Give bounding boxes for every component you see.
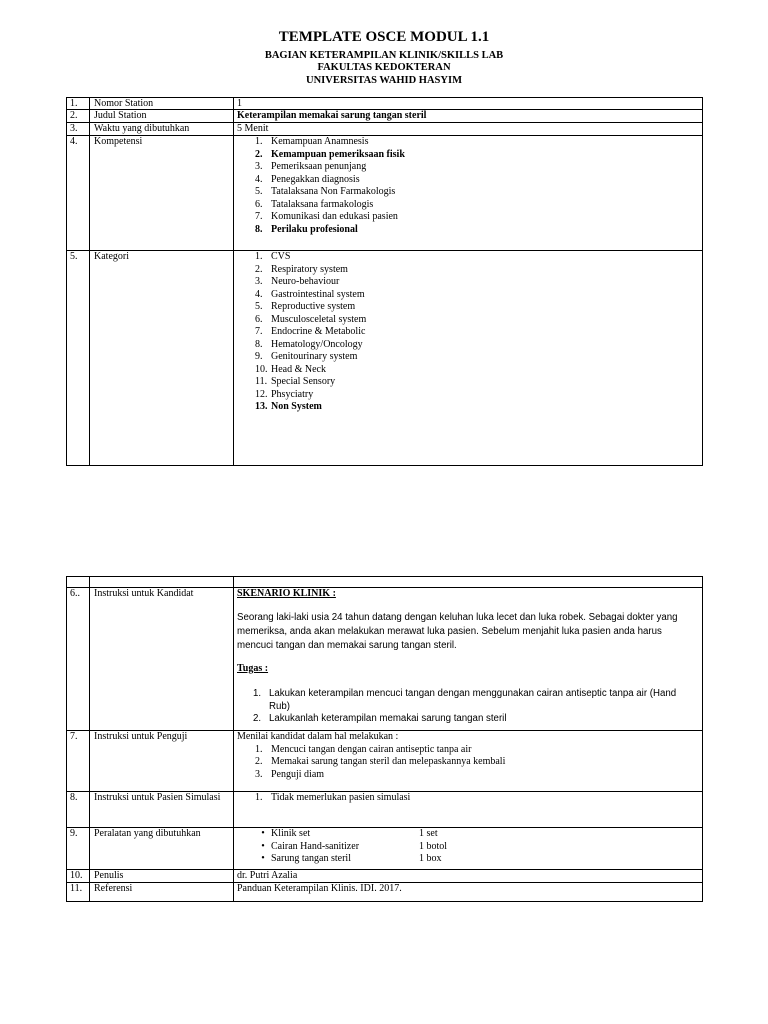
table-row-category	[66, 251, 703, 466]
list-item: • Sarung tangan steril 1 box	[255, 853, 699, 866]
row-number: 2.	[67, 110, 90, 122]
tasks-list	[237, 688, 699, 726]
table-row-station-number	[66, 97, 703, 110]
table-row-author	[66, 870, 703, 883]
scenario-text: Seorang laki-laki usia 24 tahun datang dengan keluhan luka lecet dan luka robek. Sebagai dokter yang memeriksa, anda akan melakukan merawat luka pasien. Sebelum menjahit luka pasien anda harus mencuci tangan dan memakai sarung tangan steril.	[237, 611, 678, 651]
bullet-icon: •	[261, 828, 265, 839]
list-item: 6. Tatalaksana farmakologis	[255, 198, 374, 210]
instructions-table	[66, 576, 703, 902]
header-faculty: FAKULTAS KEDOKTERAN	[317, 62, 451, 73]
row-label: Instruksi untuk Kandidat	[90, 588, 234, 730]
row-label: Kategori	[90, 251, 234, 465]
list-item: 13. Non System	[255, 401, 322, 412]
list-item: 11. Special Sensory	[255, 376, 336, 387]
document-title: TEMPLATE OSCE MODUL 1.1	[278, 29, 490, 45]
row-label: Nomor Station	[90, 98, 234, 109]
table-row-reference	[66, 883, 703, 902]
list-item: 3. Neuro-behaviour	[255, 276, 340, 287]
list-item: 10. Head & Neck	[255, 363, 326, 375]
row-number: 5.	[67, 251, 90, 465]
table-row-candidate-instructions	[66, 588, 703, 731]
row-number: 1.	[67, 98, 90, 109]
row-number: 6..	[67, 588, 90, 730]
table-row-competence	[66, 136, 703, 251]
list-item: 6. Musculosceletal system	[255, 313, 367, 325]
row-number: 7.	[67, 731, 90, 791]
list-item: 1. Tidak memerlukan pasien simulasi	[255, 792, 411, 803]
list-item: 1. CVS	[255, 251, 291, 262]
list-item: 2. Lakukanlah keterampilan memakai sarung tangan steril	[253, 713, 507, 724]
row-number: 11.	[67, 883, 90, 901]
list-item: 8. Hematology/Oncology	[255, 338, 363, 350]
bullet-icon: •	[261, 840, 265, 852]
equipment-list	[237, 828, 699, 866]
row-label: Instruksi untuk Penguji	[90, 731, 234, 791]
list-item: 2. Kemampuan pemeriksaan fisik	[255, 148, 405, 160]
row-label: Kompetensi	[90, 136, 234, 250]
list-item: 5. Tatalaksana Non Farmakologis	[255, 186, 396, 197]
list-item: 2. Memakai sarung tangan steril dan melepaskannya kembali	[255, 756, 506, 767]
row-number: 9.	[67, 828, 90, 869]
row-label: Instruksi untuk Pasien Simulasi	[90, 792, 234, 827]
header-department: BAGIAN KETERAMPILAN KLINIK/SKILLS LAB	[264, 50, 504, 61]
list-item: 1. Kemampuan Anamnesis	[255, 136, 369, 147]
row-number: 3.	[67, 123, 90, 135]
table-row-patient-instructions	[66, 792, 703, 828]
table-row-equipment	[66, 828, 703, 870]
list-item: 5. Reproductive system	[255, 301, 356, 312]
row-label: Peralatan yang dibutuhkan	[90, 828, 234, 869]
header-university: UNIVERSITAS WAHID HASYIM	[306, 75, 462, 86]
station-number-value: 1	[237, 98, 242, 109]
list-item: 3. Penguji diam	[255, 768, 325, 780]
bullet-icon: •	[261, 853, 265, 864]
reference-value: Panduan Keterampilan Klinis. IDI. 2017.	[237, 883, 402, 894]
examiner-intro: Menilai kandidat dalam hal melakukan :	[237, 731, 399, 742]
tasks-heading: Tugas :	[237, 662, 269, 674]
examiner-list	[237, 744, 699, 782]
table-row-time	[66, 123, 703, 136]
time-value: 5 Menit	[237, 123, 269, 134]
category-list	[237, 251, 699, 414]
list-item: 1. Lakukan keterampilan mencuci tangan dengan menggunakan cairan antiseptic tanpa air (Hand Rub)	[253, 688, 677, 712]
competence-list	[237, 136, 699, 236]
list-item: • Klinik set 1 set	[255, 828, 699, 841]
row-number: 4.	[67, 136, 90, 250]
station-info-table	[66, 97, 703, 466]
list-item: 9. Genitourinary system	[255, 351, 358, 362]
row-label: Referensi	[90, 883, 234, 901]
list-item: 4. Gastrointestinal system	[255, 288, 365, 300]
table-row-examiner-instructions	[66, 731, 703, 792]
table-row-station-title	[66, 110, 703, 123]
table-row-blank	[66, 576, 703, 588]
list-item: 7. Komunikasi dan edukasi pasien	[255, 211, 398, 222]
list-item: • Cairan Hand-sanitizer 1 botol	[255, 841, 699, 854]
row-number: 8.	[67, 792, 90, 827]
patient-list	[237, 792, 699, 805]
list-item: 12. Phsyciatry	[255, 388, 314, 400]
list-item: 7. Endocrine & Metabolic	[255, 326, 366, 337]
row-label: Penulis	[90, 870, 234, 882]
row-number: 10.	[67, 870, 90, 882]
row-label: Judul Station	[90, 110, 234, 122]
scenario-heading: SKENARIO KLINIK :	[237, 588, 336, 599]
list-item: 8. Perilaku profesional	[255, 223, 358, 235]
row-label: Waktu yang dibutuhkan	[90, 123, 234, 135]
list-item: 3. Pemeriksaan penunjang	[255, 161, 367, 172]
station-title-value: Keterampilan memakai sarung tangan steril	[237, 110, 427, 121]
list-item: 2. Respiratory system	[255, 263, 348, 275]
list-item: 1. Mencuci tangan dengan cairan antiseptic tanpa air	[255, 743, 472, 755]
author-value: dr. Putri Azalia	[237, 870, 298, 881]
list-item: 4. Penegakkan diagnosis	[255, 173, 360, 185]
